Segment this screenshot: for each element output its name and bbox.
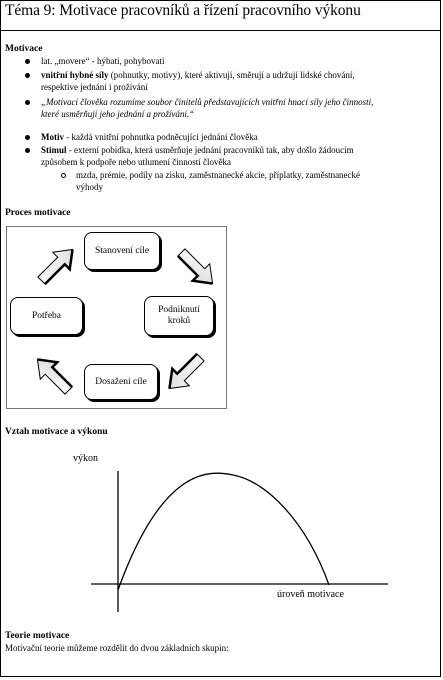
y-axis-label: výkon (73, 453, 98, 464)
x-axis-label: úroveň motivace (277, 589, 344, 600)
bullet-movere-text: lat. „movere“ - hýbati, pohybovati (41, 56, 165, 66)
bullet-definice-line2: které usměrňují jeho jednání a prožívání.“ (41, 108, 195, 119)
node-stanoveni-cile: Stanovení cíle (84, 232, 160, 270)
teorie-heading: Teorie motivace (5, 631, 70, 641)
bullet-stimul-rest2: způsobem k podpoře nebo utlumení činností člověka (41, 156, 231, 167)
bullet-stimul-lead: Stimul (41, 145, 67, 155)
node-potreba: Potřeba (10, 297, 83, 335)
bullet-vnitrni-sily-lead: vnitřní hybné síly (41, 70, 109, 80)
node-podniknuti-kroku: Podniknutí kroků (144, 296, 214, 336)
page-title: Téma 9: Motivace pracovníků a řízení pracovního výkonu (5, 2, 361, 19)
sub-bullet-line2: výhody (76, 181, 103, 192)
motivace-heading: Motivace (5, 44, 43, 54)
node-dosazeni-cile: Dosažení cíle (84, 364, 158, 400)
bullet-motiv-lead: Motiv (41, 132, 64, 142)
performance-curve-chart (1, 1, 443, 680)
bullet-stimul-rest: - externí pobídka, která usměrňuje jednání pracovníků tak, aby došlo žádoucím (66, 145, 354, 155)
sub-bullet-line1: mzda, prémie, podíly na zisku, zaměstnanecké akcie, příplatky, zaměstnanecké (76, 170, 361, 180)
bullet-motiv-rest: - každá vnitřní pohnutka podněcující jednání člověka (64, 132, 258, 142)
proces-heading: Proces motivace (5, 208, 71, 218)
bullet-definice-line1: „Motivací člověka rozumíme soubor činitelů představujících vnitřní hnací síly jeho činnosti, (41, 97, 374, 107)
inverted-u-curve (118, 473, 329, 590)
vztah-heading: Vztah motivace a výkonu (5, 427, 108, 437)
teorie-text: Motivační teorie můžeme rozdělit do dvou základních skupin: (5, 643, 229, 653)
bullet-vnitrni-sily-rest: (pohnutky, motivy), které aktivují, směrují a udržují lidské chování, (108, 70, 355, 80)
bullet-vnitrni-sily-rest2: respektive jednání i prožívání (41, 81, 148, 92)
